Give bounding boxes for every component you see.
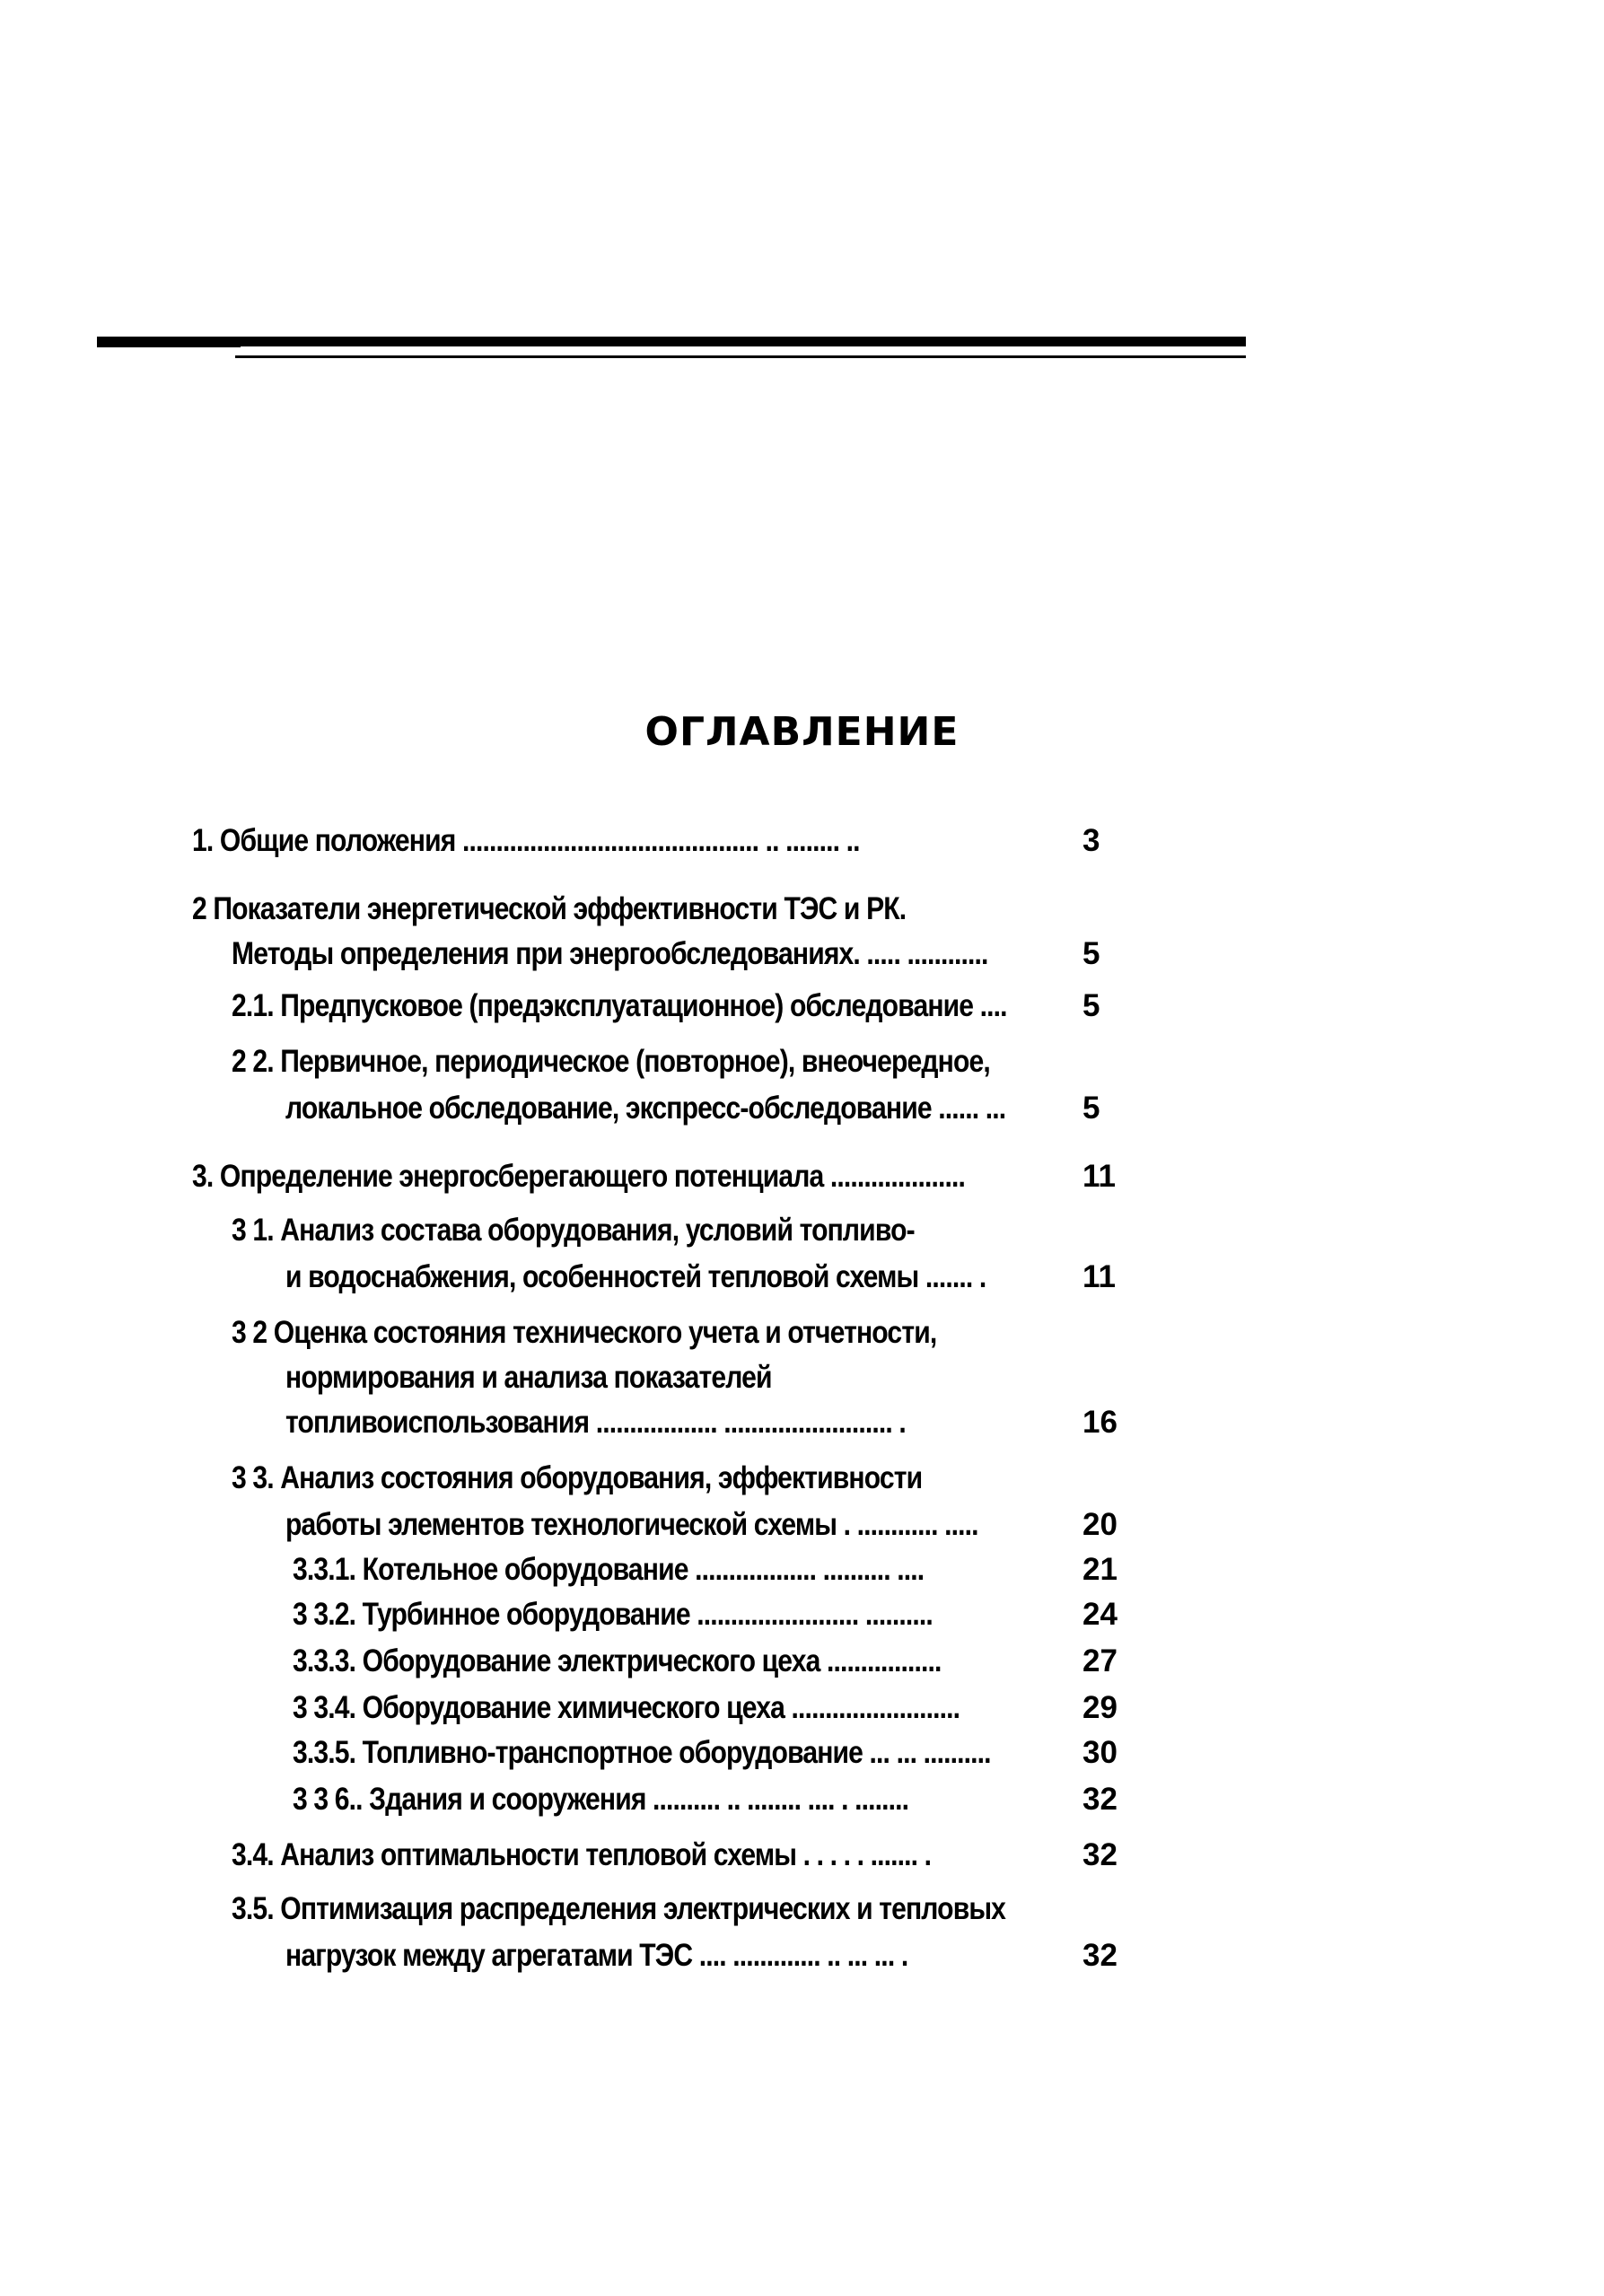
toc-entry-3-2: 3 2 Оценка состояния технического учета и отчетности, xyxy=(232,1315,937,1350)
toc-page-3-2: 16 xyxy=(1082,1405,1118,1440)
toc-page-3-3-6: 32 xyxy=(1082,1782,1118,1817)
toc-entry-3-3-cont: работы элементов технологической схемы . ............ ..... xyxy=(285,1507,978,1542)
toc-page-2: 5 xyxy=(1082,936,1100,971)
toc-entry-2: 2 Показатели энергетической эффективности ТЭС и РК. xyxy=(192,891,907,926)
toc-entry-3-2-cont: нормирования и анализа показателей xyxy=(285,1360,772,1395)
toc-entry-3-1: 3 1. Анализ состава оборудования, условий топливо- xyxy=(232,1213,915,1248)
toc-entry-3-2-cont2: топливоиспользования .................. ......................... . xyxy=(285,1405,906,1440)
toc-entry-3-3-6: 3 3 6.. Здания и сооружения .......... .. ........ .... . ........ xyxy=(293,1782,909,1817)
toc-page-3-3: 20 xyxy=(1082,1507,1118,1542)
toc-page-3-4: 32 xyxy=(1082,1837,1118,1872)
toc-page-1: 3 xyxy=(1082,823,1100,858)
page-title: ОГЛАВЛЕНИЕ xyxy=(644,709,960,755)
toc-entry-3-3-4: 3 3.4. Оборудование химического цеха ......................... xyxy=(293,1690,960,1725)
toc-entry-3-1-cont: и водоснабжения, особенностей тепловой схемы ....... . xyxy=(285,1259,986,1294)
toc-page-3: 11 xyxy=(1082,1159,1116,1194)
toc-entry-1: 1. Общие положения ............................................ .. ........ .. xyxy=(192,823,860,858)
toc-entry-3-3-2: 3 3.2. Турбинное оборудование ........................ .......... xyxy=(293,1597,933,1632)
toc-entry-3-3-1: 3.3.1. Котельное оборудование .................. .......... .... xyxy=(293,1552,925,1587)
toc-entry-3-3: 3 3. Анализ состояния оборудования, эффективности xyxy=(232,1460,923,1495)
toc-page-2-2: 5 xyxy=(1082,1091,1100,1126)
toc-entry-3-3-3: 3.3.3. Оборудование электрического цеха ................. xyxy=(293,1643,942,1678)
toc-entry-2-cont: Методы определения при энергообследованиях. ..... ............ xyxy=(232,936,988,971)
toc-page-3-1: 11 xyxy=(1082,1259,1116,1294)
toc-entry-3-4: 3.4. Анализ оптимальности тепловой схемы . . . . . ....... . xyxy=(232,1837,932,1872)
toc-entry-2-2-cont: локальное обследование, экспресс-обследование ...... ... xyxy=(285,1091,1006,1126)
toc-page-3-3-3: 27 xyxy=(1082,1643,1118,1678)
toc-page-2-1: 5 xyxy=(1082,988,1100,1023)
toc-entry-3-5: 3.5. Оптимизация распределения электрических и тепловых xyxy=(232,1891,1006,1926)
toc-page-3-5: 32 xyxy=(1082,1938,1118,1973)
toc-page-3-3-5: 30 xyxy=(1082,1735,1118,1770)
toc-entry-3-3-5: 3.3.5. Топливно-транспортное оборудование ... ... .......... xyxy=(293,1735,991,1770)
toc-entry-3-5-cont: нагрузок между агрегатами ТЭС .... ............. .. ... ... . xyxy=(285,1938,908,1973)
toc-entry-3: 3. Определение энергосберегающего потенциала .................... xyxy=(192,1159,965,1194)
toc-entry-2-2: 2 2. Первичное, периодическое (повторное), внеочередное, xyxy=(232,1044,990,1079)
toc-page-3-3-4: 29 xyxy=(1082,1690,1118,1725)
toc-page-3-3-1: 21 xyxy=(1082,1552,1118,1587)
toc-entry-2-1: 2.1. Предпусковое (предэксплуатационное) обследование .... xyxy=(232,988,1007,1023)
toc-page-3-3-2: 24 xyxy=(1082,1597,1118,1632)
